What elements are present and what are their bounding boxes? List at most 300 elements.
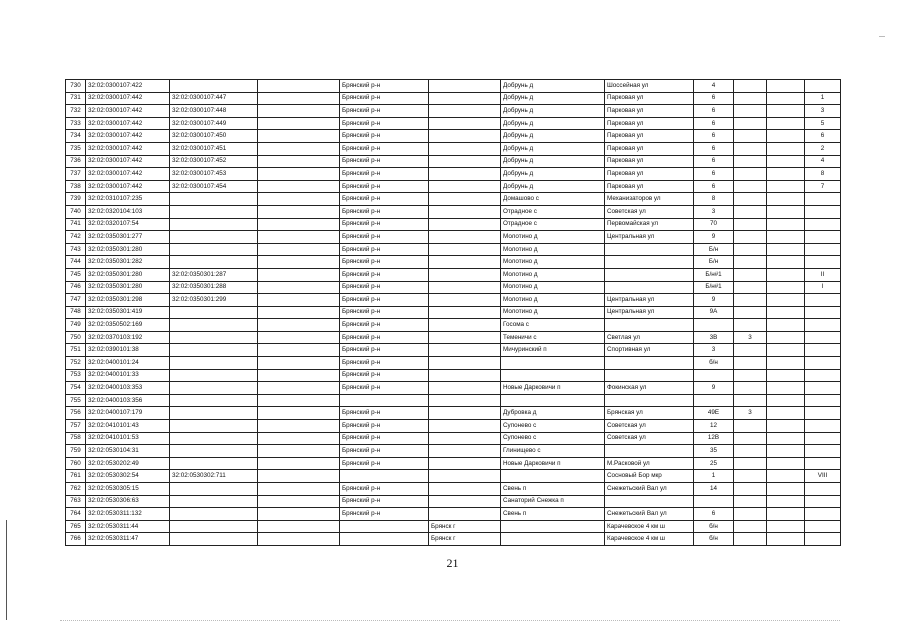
cell-row-number: 752 [66, 357, 86, 370]
table-row [66, 155, 841, 168]
cell-house-number: 25 [694, 457, 734, 470]
table-row [66, 407, 841, 420]
address-register-table [65, 79, 841, 546]
cell-row-number: 735 [66, 142, 86, 155]
cell-blank-column [258, 495, 340, 508]
cell-premises [805, 432, 841, 445]
cell-premises [805, 445, 841, 458]
cell-settlement: Добрунь д [501, 92, 605, 105]
cell-street: Советская ул [605, 205, 694, 218]
cell-cadastral-number: 32:02:0300107:442 [86, 92, 170, 105]
cell-district: Брянский р-н [340, 357, 429, 370]
cell-building [734, 432, 767, 445]
cell-district: Брянский р-н [340, 432, 429, 445]
cell-house-number: 3 [694, 205, 734, 218]
cell-blank-column [258, 256, 340, 269]
table-row [66, 142, 841, 155]
cell-row-number: 761 [66, 470, 86, 483]
table-row [66, 533, 841, 546]
cell-settlement: Домашово с [501, 193, 605, 206]
cell-premises: 2 [805, 142, 841, 155]
cell-city [429, 508, 501, 521]
cell-house-number: 6 [694, 142, 734, 155]
cell-street: Карачевское 4 км ш [605, 520, 694, 533]
cell-sub-cadastral-number [170, 344, 258, 357]
table-row [66, 508, 841, 521]
table-row [66, 218, 841, 231]
cell-cadastral-number: 32:02:0350301:277 [86, 231, 170, 244]
cell-sub-cadastral-number: 32:02:0300107:451 [170, 142, 258, 155]
cell-building [734, 394, 767, 407]
cell-building [734, 520, 767, 533]
scan-edge-line [6, 520, 7, 620]
cell-extra [767, 231, 805, 244]
cell-extra [767, 155, 805, 168]
cell-district: Брянский р-н [340, 382, 429, 395]
cell-house-number: 6 [694, 508, 734, 521]
cell-city [429, 407, 501, 420]
cell-cadastral-number: 32:02:0530306:63 [86, 495, 170, 508]
cell-settlement: Супонево с [501, 420, 605, 433]
cell-settlement [501, 520, 605, 533]
cell-city [429, 394, 501, 407]
cell-house-number: б/н [694, 533, 734, 546]
cell-blank-column [258, 281, 340, 294]
cell-settlement: Глинищево с [501, 445, 605, 458]
cell-house-number [694, 495, 734, 508]
table-row [66, 445, 841, 458]
table-row [66, 205, 841, 218]
cell-row-number: 746 [66, 281, 86, 294]
cell-cadastral-number: 32:02:0400101:33 [86, 369, 170, 382]
cell-city [429, 180, 501, 193]
cell-premises: 7 [805, 180, 841, 193]
cell-cadastral-number: 32:02:0400103:356 [86, 394, 170, 407]
cell-sub-cadastral-number [170, 407, 258, 420]
cell-building [734, 306, 767, 319]
cell-cadastral-number: 32:02:0530311:47 [86, 533, 170, 546]
cell-sub-cadastral-number [170, 495, 258, 508]
cell-city [429, 382, 501, 395]
cell-extra [767, 168, 805, 181]
cell-extra [767, 130, 805, 143]
cell-house-number: 3В [694, 331, 734, 344]
cell-building [734, 142, 767, 155]
cell-building [734, 495, 767, 508]
cell-extra [767, 92, 805, 105]
cell-street: Шоссейная ул [605, 80, 694, 93]
cell-premises [805, 243, 841, 256]
cell-cadastral-number: 32:02:0410101:43 [86, 420, 170, 433]
cell-cadastral-number: 32:02:0310107:235 [86, 193, 170, 206]
cell-street: Спортивная ул [605, 344, 694, 357]
cell-settlement: Свень п [501, 508, 605, 521]
cell-sub-cadastral-number [170, 445, 258, 458]
cell-house-number: 6 [694, 155, 734, 168]
cell-row-number: 742 [66, 231, 86, 244]
cell-building [734, 205, 767, 218]
cell-house-number: Б/н#1 [694, 281, 734, 294]
cell-city: Брянск г [429, 520, 501, 533]
cell-row-number: 763 [66, 495, 86, 508]
cell-street [605, 281, 694, 294]
cell-settlement [501, 369, 605, 382]
cell-street: Центральная ул [605, 294, 694, 307]
table-row [66, 495, 841, 508]
cell-house-number: 9А [694, 306, 734, 319]
cell-settlement [501, 357, 605, 370]
cell-street: Сосновый Бор мкр [605, 470, 694, 483]
cell-district: Брянский р-н [340, 180, 429, 193]
cell-city [429, 495, 501, 508]
cell-sub-cadastral-number: 32:02:0350301:288 [170, 281, 258, 294]
cell-street [605, 268, 694, 281]
cell-city [429, 105, 501, 118]
table-row [66, 420, 841, 433]
cell-blank-column [258, 483, 340, 496]
cell-blank-column [258, 155, 340, 168]
cell-street: Парковая ул [605, 180, 694, 193]
cell-building [734, 319, 767, 332]
table-row [66, 180, 841, 193]
cell-street [605, 369, 694, 382]
cell-settlement: Новые Дарковичи п [501, 382, 605, 395]
cell-sub-cadastral-number: 32:02:0350301:287 [170, 268, 258, 281]
cell-premises [805, 394, 841, 407]
cell-house-number: 9 [694, 231, 734, 244]
cell-cadastral-number: 32:02:0300107:442 [86, 105, 170, 118]
cell-premises [805, 231, 841, 244]
cell-settlement: Добрунь д [501, 117, 605, 130]
page-number: 21 [446, 556, 459, 570]
cell-city [429, 357, 501, 370]
cell-building [734, 344, 767, 357]
cell-row-number: 762 [66, 483, 86, 496]
cell-extra [767, 508, 805, 521]
cell-street: Парковая ул [605, 105, 694, 118]
cell-premises: I [805, 281, 841, 294]
table-row [66, 243, 841, 256]
cell-premises: 5 [805, 117, 841, 130]
cell-settlement: Молотино д [501, 281, 605, 294]
cell-blank-column [258, 130, 340, 143]
cell-premises [805, 344, 841, 357]
cell-settlement: Добрунь д [501, 142, 605, 155]
cell-building [734, 382, 767, 395]
cell-cadastral-number: 32:02:0370103:192 [86, 331, 170, 344]
cell-street: Карачевское 4 км ш [605, 533, 694, 546]
cell-street: Парковая ул [605, 168, 694, 181]
cell-row-number: 760 [66, 457, 86, 470]
cell-premises: 3 [805, 105, 841, 118]
cell-sub-cadastral-number [170, 357, 258, 370]
cell-row-number: 733 [66, 117, 86, 130]
cell-premises: 6 [805, 130, 841, 143]
cell-row-number: 736 [66, 155, 86, 168]
cell-cadastral-number: 32:02:0350301:419 [86, 306, 170, 319]
cell-settlement: Супонево с [501, 432, 605, 445]
cell-city [429, 218, 501, 231]
cell-city [429, 420, 501, 433]
cell-house-number: 3 [694, 344, 734, 357]
cell-cadastral-number: 32:02:0300107:442 [86, 142, 170, 155]
cell-settlement: Теменичи с [501, 331, 605, 344]
cell-building [734, 231, 767, 244]
cell-row-number: 758 [66, 432, 86, 445]
cell-city [429, 445, 501, 458]
cell-extra [767, 193, 805, 206]
cell-street: Фокинская ул [605, 382, 694, 395]
cell-house-number: 12 [694, 420, 734, 433]
cell-blank-column [258, 394, 340, 407]
cell-sub-cadastral-number [170, 319, 258, 332]
cell-district: Брянский р-н [340, 243, 429, 256]
cell-row-number: 756 [66, 407, 86, 420]
cell-building [734, 483, 767, 496]
cell-building [734, 457, 767, 470]
cell-street: Механизаторов ул [605, 193, 694, 206]
cell-building [734, 256, 767, 269]
cell-district: Брянский р-н [340, 457, 429, 470]
cell-street: Центральная ул [605, 306, 694, 319]
cell-row-number: 753 [66, 369, 86, 382]
cell-house-number: 14 [694, 483, 734, 496]
cell-building [734, 470, 767, 483]
table-row [66, 382, 841, 395]
cell-row-number: 741 [66, 218, 86, 231]
cell-building [734, 281, 767, 294]
cell-house-number [694, 319, 734, 332]
cell-district: Брянский р-н [340, 130, 429, 143]
cell-district: Брянский р-н [340, 80, 429, 93]
cell-settlement: Отрадное с [501, 218, 605, 231]
cell-settlement: Дубровка д [501, 407, 605, 420]
cell-house-number [694, 394, 734, 407]
cell-blank-column [258, 382, 340, 395]
cell-house-number: 6 [694, 117, 734, 130]
cell-blank-column [258, 432, 340, 445]
cell-premises [805, 357, 841, 370]
cell-blank-column [258, 193, 340, 206]
table-row [66, 470, 841, 483]
cell-premises [805, 80, 841, 93]
cell-city [429, 80, 501, 93]
cell-house-number: б/н [694, 357, 734, 370]
cell-district: Брянский р-н [340, 205, 429, 218]
cell-cadastral-number: 32:02:0400103:353 [86, 382, 170, 395]
cell-street: Центральная ул [605, 231, 694, 244]
cell-house-number: Б/н [694, 243, 734, 256]
cell-settlement: Добрунь д [501, 155, 605, 168]
cell-extra [767, 256, 805, 269]
table-row [66, 281, 841, 294]
cell-sub-cadastral-number [170, 231, 258, 244]
cell-premises [805, 256, 841, 269]
cell-cadastral-number: 32:02:0530202:49 [86, 457, 170, 470]
cell-settlement: Новые Дарковичи п [501, 457, 605, 470]
cell-district [340, 533, 429, 546]
cell-building [734, 294, 767, 307]
cell-cadastral-number: 32:02:0300107:442 [86, 117, 170, 130]
cell-blank-column [258, 533, 340, 546]
cell-building [734, 168, 767, 181]
cell-row-number: 745 [66, 268, 86, 281]
cell-row-number: 738 [66, 180, 86, 193]
cell-blank-column [258, 357, 340, 370]
cell-city [429, 231, 501, 244]
cell-building [734, 130, 767, 143]
cell-city [429, 92, 501, 105]
cell-extra [767, 180, 805, 193]
cell-settlement: Молотино д [501, 306, 605, 319]
cell-street: Парковая ул [605, 155, 694, 168]
cell-building [734, 218, 767, 231]
cell-extra [767, 495, 805, 508]
cell-house-number: 8 [694, 193, 734, 206]
cell-district: Брянский р-н [340, 495, 429, 508]
cell-settlement: Свень п [501, 483, 605, 496]
cell-district [340, 470, 429, 483]
cell-district: Брянский р-н [340, 268, 429, 281]
cell-settlement: Молотино д [501, 294, 605, 307]
cell-blank-column [258, 243, 340, 256]
cell-premises [805, 319, 841, 332]
table-body [66, 80, 841, 546]
cell-row-number: 754 [66, 382, 86, 395]
cell-extra [767, 483, 805, 496]
cell-street: Светлая ул [605, 331, 694, 344]
cell-settlement: Молотино д [501, 256, 605, 269]
cell-premises [805, 331, 841, 344]
cell-blank-column [258, 520, 340, 533]
cell-house-number: 35 [694, 445, 734, 458]
cell-sub-cadastral-number [170, 533, 258, 546]
cell-house-number: 6 [694, 130, 734, 143]
cell-house-number: 4 [694, 80, 734, 93]
cell-district: Брянский р-н [340, 193, 429, 206]
cell-house-number: Б/н [694, 256, 734, 269]
cell-blank-column [258, 319, 340, 332]
cell-row-number: 744 [66, 256, 86, 269]
cell-sub-cadastral-number: 32:02:0300107:452 [170, 155, 258, 168]
cell-row-number: 751 [66, 344, 86, 357]
cell-district: Брянский р-н [340, 294, 429, 307]
cell-house-number: 6 [694, 92, 734, 105]
cell-extra [767, 445, 805, 458]
cell-premises [805, 218, 841, 231]
cell-row-number: 747 [66, 294, 86, 307]
cell-extra [767, 470, 805, 483]
cell-settlement: Добрунь д [501, 80, 605, 93]
cell-building [734, 92, 767, 105]
cell-city [429, 306, 501, 319]
cell-city [429, 432, 501, 445]
cell-blank-column [258, 205, 340, 218]
cell-house-number: 1 [694, 470, 734, 483]
cell-street: Парковая ул [605, 130, 694, 143]
cell-blank-column [258, 508, 340, 521]
cell-sub-cadastral-number: 32:02:0300107:454 [170, 180, 258, 193]
cell-city [429, 168, 501, 181]
cell-building: 3 [734, 331, 767, 344]
cell-sub-cadastral-number [170, 420, 258, 433]
cell-extra [767, 117, 805, 130]
cell-district: Брянский р-н [340, 483, 429, 496]
cell-district: Брянский р-н [340, 281, 429, 294]
cell-street: Парковая ул [605, 117, 694, 130]
table-row [66, 357, 841, 370]
cell-street: М.Расковой ул [605, 457, 694, 470]
cell-premises: II [805, 268, 841, 281]
cell-street [605, 319, 694, 332]
cell-city: Брянск г [429, 533, 501, 546]
cell-street [605, 357, 694, 370]
cell-sub-cadastral-number [170, 508, 258, 521]
cell-city [429, 193, 501, 206]
cell-district: Брянский р-н [340, 218, 429, 231]
cell-building [734, 193, 767, 206]
cell-house-number: 49Е [694, 407, 734, 420]
cell-settlement [501, 533, 605, 546]
cell-city [429, 155, 501, 168]
cell-settlement: Отрадное с [501, 205, 605, 218]
cell-premises [805, 205, 841, 218]
cell-city [429, 294, 501, 307]
cell-blank-column [258, 142, 340, 155]
cell-row-number: 740 [66, 205, 86, 218]
cell-settlement [501, 470, 605, 483]
cell-settlement: Добрунь д [501, 168, 605, 181]
cell-sub-cadastral-number [170, 243, 258, 256]
cell-district: Брянский р-н [340, 117, 429, 130]
cell-cadastral-number: 32:02:0530311:44 [86, 520, 170, 533]
table-row [66, 168, 841, 181]
cell-settlement: Молотино д [501, 243, 605, 256]
cell-district: Брянский р-н [340, 105, 429, 118]
cell-settlement: Молотино д [501, 231, 605, 244]
table-row [66, 231, 841, 244]
cell-extra [767, 369, 805, 382]
cell-city [429, 331, 501, 344]
cell-district: Брянский р-н [340, 369, 429, 382]
cell-district [340, 520, 429, 533]
table-row [66, 117, 841, 130]
cell-sub-cadastral-number: 32:02:0300107:453 [170, 168, 258, 181]
cell-city [429, 117, 501, 130]
cell-premises: VIII [805, 470, 841, 483]
cell-house-number: 70 [694, 218, 734, 231]
cell-house-number: Б/н#1 [694, 268, 734, 281]
cell-district: Брянский р-н [340, 344, 429, 357]
cell-building [734, 243, 767, 256]
table-row [66, 331, 841, 344]
cell-blank-column [258, 117, 340, 130]
cell-cadastral-number: 32:02:0350301:282 [86, 256, 170, 269]
cell-cadastral-number: 32:02:0530302:54 [86, 470, 170, 483]
cell-city [429, 281, 501, 294]
cell-sub-cadastral-number [170, 483, 258, 496]
cell-sub-cadastral-number [170, 306, 258, 319]
cell-row-number: 732 [66, 105, 86, 118]
cell-street [605, 256, 694, 269]
cell-cadastral-number: 32:02:0530305:15 [86, 483, 170, 496]
cell-blank-column [258, 470, 340, 483]
cell-extra [767, 142, 805, 155]
cell-district: Брянский р-н [340, 231, 429, 244]
cell-cadastral-number: 32:02:0300107:442 [86, 155, 170, 168]
cell-premises [805, 495, 841, 508]
cell-blank-column [258, 294, 340, 307]
